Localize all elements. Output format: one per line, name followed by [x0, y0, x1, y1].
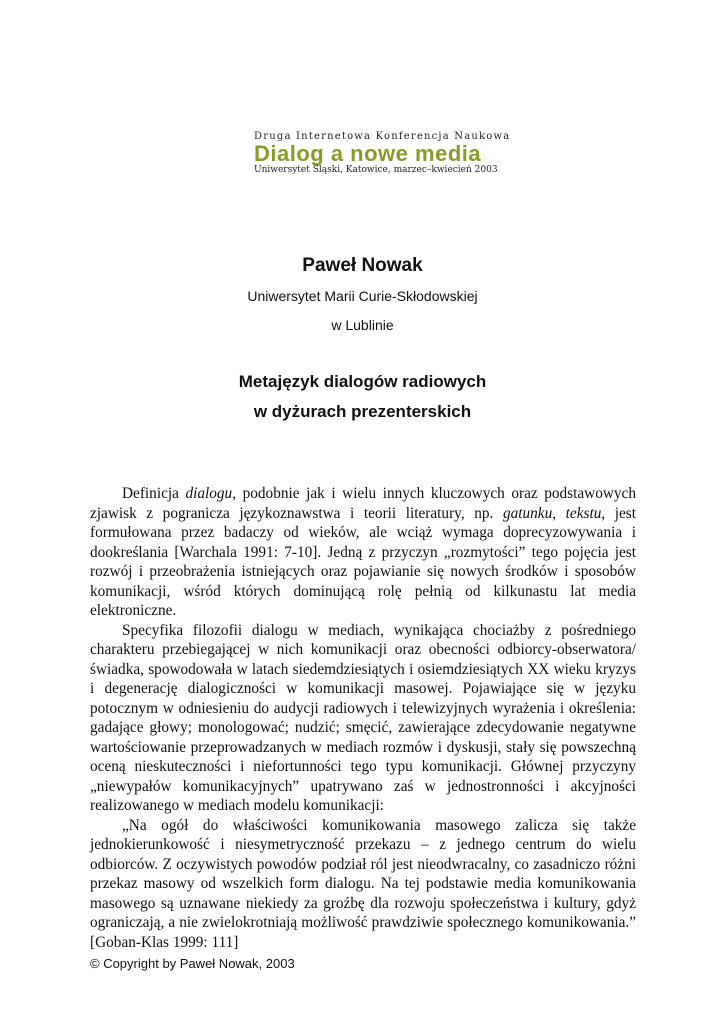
paragraph-1-italic-dialogu: dialogu	[185, 485, 233, 502]
paragraph-1-italic-tekstu: tekstu	[565, 504, 602, 522]
copyright-footer: © Copyright by Paweł Nowak, 2003	[90, 956, 295, 971]
paragraph-1	[90, 484, 636, 621]
conference-line: Druga Internetowa Konferencja Naukowa	[254, 131, 511, 142]
article-title-line1: Metajęzyk dialogów radiowych	[238, 372, 487, 391]
author-affiliation-line1: Uniwersytet Marii Curie-Skłodowskiej	[247, 288, 478, 304]
paragraph-1-italic-gatunku: gatunku	[502, 504, 553, 522]
conference-place: Uniwersytet Śląski, Katowice, marzec–kwiecień 2003	[254, 165, 498, 175]
article-body	[90, 484, 636, 952]
author-name: Paweł Nowak	[302, 255, 423, 276]
paragraph-1-text-b: , podobnie jak i wielu innych kluczowych oraz podstawowych zjawisk z pogranicza językoznawstwa i teorii literatury, np.	[90, 485, 636, 522]
paragraph-1-text-a: Definicja	[122, 485, 186, 502]
author-affiliation-line2: w Lublinie	[331, 317, 394, 333]
paragraph-1-text-c: , jest formułowana przez badaczy od wieków, ale wciąż wymaga doprecyzowywania i dookreślania [Warchala 1991: 7-10]. Jedną z przyczyn „rozmytości” tego pojęcia jest rozwój i przeobrażenia istniejących oraz pojawianie się nowych środków i sposobów komunikacji, wśród których dominującą rolę pełnią od kilkunastu lat media elektroniczne.	[90, 504, 636, 619]
conference-title: Dialog a nowe media	[254, 141, 482, 166]
paragraph-3-quote: „Na ogół do właściwości komunikowania masowego zalicza się także jednokierunkowość i niesymetryczność przekazu – z jednego centrum do wielu odbiorców. Z oczywistych powodów podział ról jest nieodwracalny, co zasadniczo różni przekaz masowy od wszelkich form dialogu. Na tej podstawie media komunikowania masowego są uznawane niekiedy za groźbę dla rozwoju społeczeństwa i kultury, gdyż ograniczają, a nie zwielokrotniają możliwość prawdziwie społecznego komunikowania.” [Goban-Klas 1999: 111]	[90, 816, 636, 951]
conference-header	[254, 131, 511, 175]
article-title-line2: w dyżurach prezenterskich	[253, 402, 472, 421]
paragraph-2: Specyfika filozofii dialogu w mediach, wynikająca chociażby z pośredniego charakteru przebiegającej w nich komunikacji oraz obecności odbiorcy-obserwatora/świadka, spowodowała w latach siedemdziesiątych i osiemdziesiątych XX wieku kryzys i degenerację dialogiczności w komunikacji masowej. Pojawiające się w języku potocznym w odniesieniu do audycji radiowych i telewizyjnych wyrażenia i określenia: gadające głowy; monologować; nudzić; smęcić, zawierające zdecydowanie negatywne wartościowanie przeprowadzanych w mediach rozmów i dyskusji, stały się powszechną oceną nieskuteczności i niefortunności tego typu komunikacji. Głównej przyczyny „niewypałów komunikacyjnych” upatrywano zaś w jednostronności i akcyjności realizowanego w mediach modelu komunikacji:	[90, 621, 636, 814]
paragraph-1-separator: ,	[552, 504, 566, 522]
